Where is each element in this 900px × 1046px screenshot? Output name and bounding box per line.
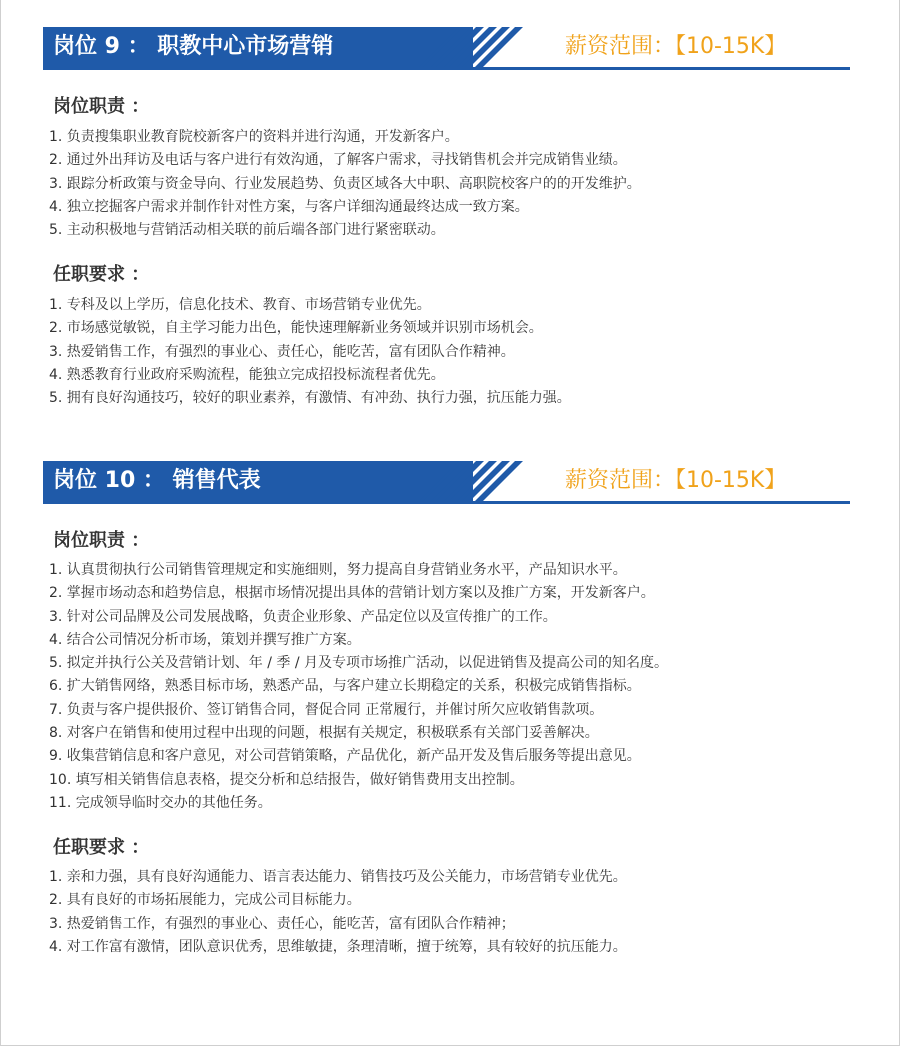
list-item: 9. 收集营销信息和客户意见，对公司营销策略，产品优化，新产品开发及售后服务等提出意见。	[49, 748, 641, 765]
requirements-heading: 任职要求 ：	[53, 264, 150, 285]
requirements-list	[49, 294, 571, 410]
job-9	[1, 27, 900, 427]
list-item: 5. 拟定并执行公关及营销计划、年 / 季 / 月及专项市场推广活动，以促进销售及提高公司的知名度。	[49, 655, 669, 672]
list-item: 4. 独立挖掘客户需求并制作针对性方案，与客户详细沟通最终达成一致方案。	[49, 198, 529, 215]
list-item: 3. 跟踪分析政策与资金导向、行业发展趋势、负责区域各大中职、高职院校客户的的开发维护。	[49, 175, 641, 192]
list-item: 4. 结合公司情况分析市场，策划并撰写推广方案。	[49, 631, 361, 648]
list-item: 5. 拥有良好沟通技巧，较好的职业素养，有激情、有冲劲、执行力强，抗压能力强。	[49, 390, 571, 407]
list-item: 4. 对工作富有激情，团队意识优秀，思维敏捷，条理清晰，擅于统筹，具有较好的抗压能力。	[49, 938, 627, 955]
duties-list	[49, 126, 641, 242]
list-item: 3. 热爱销售工作，有强烈的事业心、责任心，能吃苦，富有团队合作精神；	[49, 915, 515, 932]
list-item: 6. 扩大销售网络，熟悉目标市场，熟悉产品，与客户建立长期稳定的关系，积极完成销售指标。	[49, 678, 641, 695]
list-item: 2. 掌握市场动态和趋势信息，根据市场情况提出具体的营销计划方案以及推广方案，开发新客户。	[49, 585, 655, 602]
salary-range: 薪资范围：【10-15K】	[565, 34, 787, 59]
duties-list	[49, 559, 668, 815]
job-title: 岗位 9 ： 职教中心市场营销	[43, 27, 473, 67]
requirements-heading: 任职要求 ：	[53, 837, 150, 858]
list-item: 8. 对客户在销售和使用过程中出现的问题，根据有关规定，积极联系有关部门妥善解决。	[49, 725, 599, 742]
list-item: 3. 针对公司品牌及公司发展战略，负责企业形象、产品定位以及宣传推广的工作。	[49, 608, 557, 625]
list-item: 2. 市场感觉敏锐，自主学习能力出色，能快速理解新业务领域并识别市场机会。	[49, 320, 543, 337]
stripe-decoration	[401, 461, 526, 501]
list-item: 11. 完成领导临时交办的其他任务。	[49, 794, 272, 811]
salary-range: 薪资范围：【10-15K】	[565, 468, 787, 493]
list-item: 10. 填写相关销售信息表格，提交分析和总结报告，做好销售费用支出控制。	[49, 771, 524, 788]
list-item: 2. 通过外出拜访及电话与客户进行有效沟通，了解客户需求，寻找销售机会并完成销售业绩。	[49, 152, 627, 169]
job-header	[1, 27, 900, 71]
list-item: 2. 具有良好的市场拓展能力，完成公司目标能力。	[49, 892, 361, 909]
job-header	[1, 461, 900, 505]
job-10	[1, 461, 900, 1021]
list-item: 1. 专科及以上学历，信息化技术、教育、市场营销专业优先。	[49, 297, 431, 313]
list-item: 1. 亲和力强，具有良好沟通能力、语言表达能力、销售技巧及公关能力，市场营销专业优先。	[49, 869, 627, 885]
duties-heading: 岗位职责 ：	[53, 530, 150, 551]
list-item: 1. 负责搜集职业教育院校新客户的资料并进行沟通，开发新客户。	[49, 129, 459, 145]
list-item: 4. 熟悉教育行业政府采购流程，能独立完成招投标流程者优先。	[49, 366, 445, 383]
stripe-decoration	[401, 27, 526, 67]
job-title: 岗位 10 ： 销售代表	[43, 461, 473, 501]
header-underline	[43, 501, 850, 504]
requirements-list	[49, 866, 627, 959]
duties-heading: 岗位职责 ：	[53, 96, 150, 117]
list-item: 5. 主动积极地与营销活动相关联的前后端各部门进行紧密联动。	[49, 222, 445, 239]
header-underline	[43, 67, 850, 70]
list-item: 1. 认真贯彻执行公司销售管理规定和实施细则，努力提高自身营销业务水平，产品知识水平。	[49, 562, 627, 578]
list-item: 3. 热爱销售工作，有强烈的事业心、责任心，能吃苦，富有团队合作精神。	[49, 343, 515, 360]
list-item: 7. 负责与客户提供报价、签订销售合同，督促合同 正常履行，并催讨所欠应收销售款项。	[49, 701, 604, 718]
